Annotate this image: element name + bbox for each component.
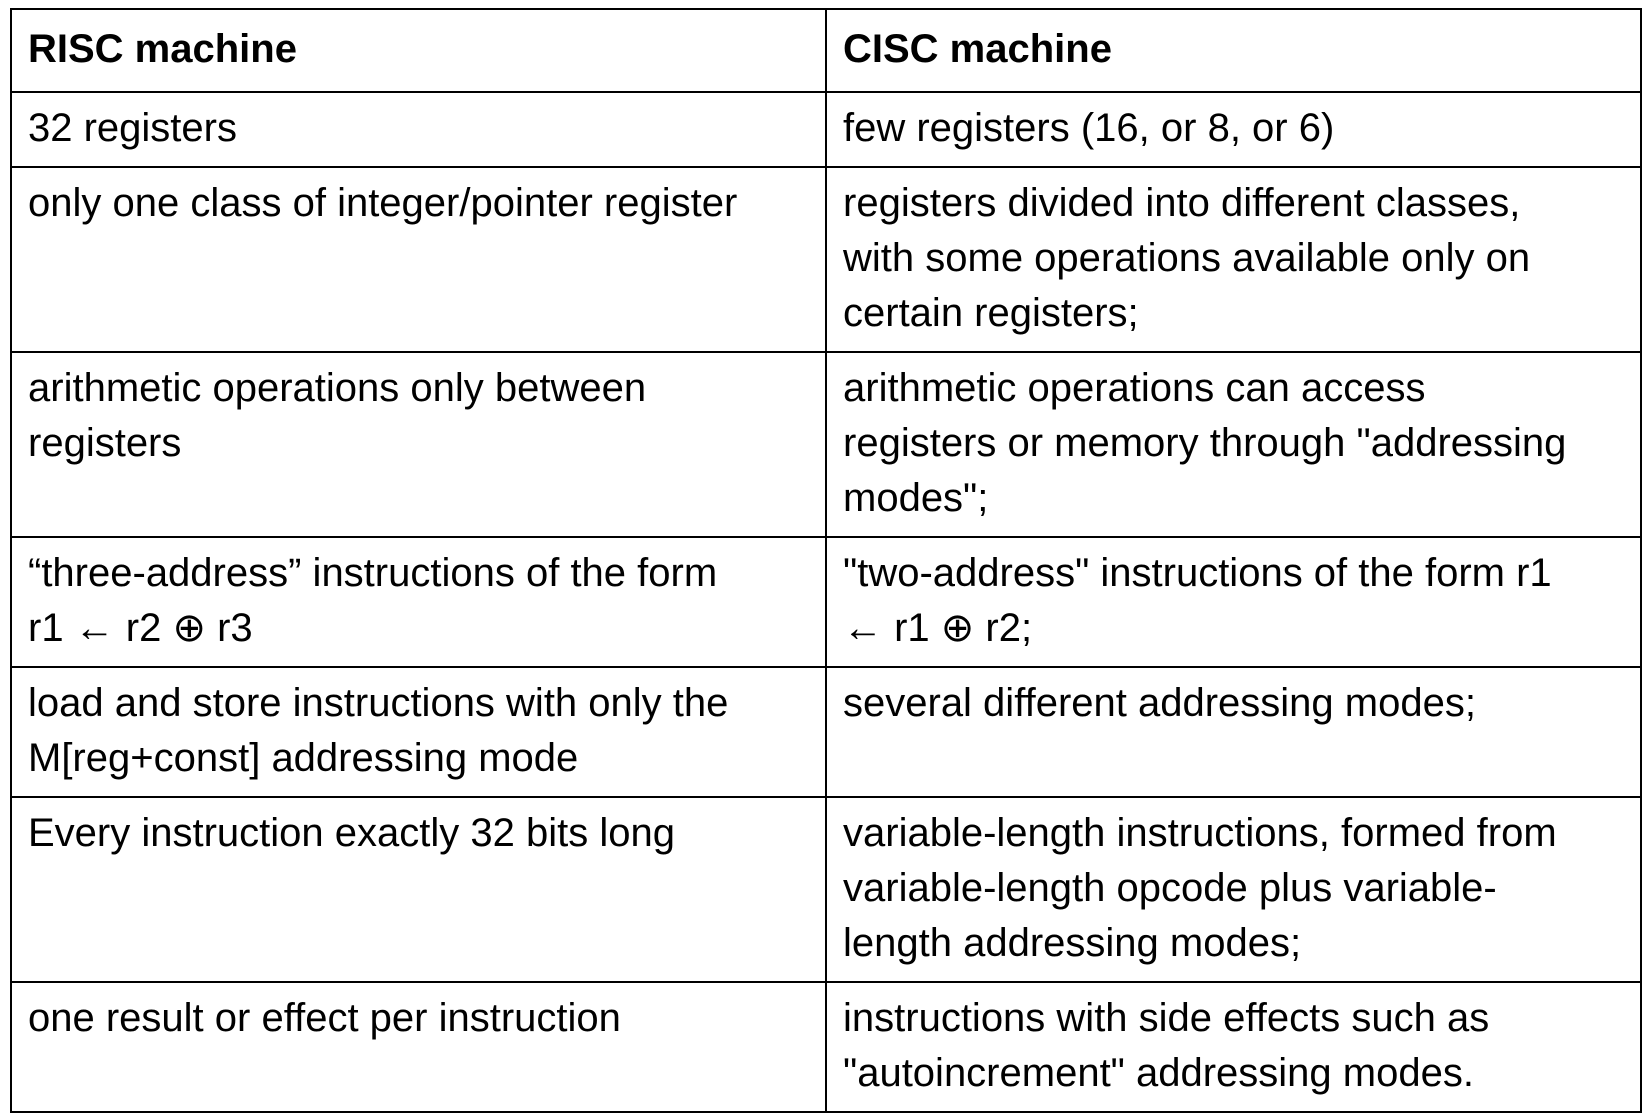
cell-line: load and store instructions with only the [28, 681, 729, 725]
cell-line: variable-length opcode plus variable- [843, 866, 1497, 910]
cisc-cell [826, 352, 1641, 537]
cisc-cell [826, 797, 1641, 982]
table-row [11, 667, 1641, 797]
cell-line: registers [28, 421, 182, 465]
cell-line: instructions with side effects such as [843, 996, 1490, 1040]
cell-line: certain registers; [843, 291, 1139, 335]
risc-cisc-comparison-table [10, 8, 1642, 1113]
cell-line: "two-address" instructions of the form r1 [843, 551, 1552, 595]
risc-cell [11, 537, 826, 667]
cell-line: “three-address” instructions of the form [28, 551, 718, 595]
cell-line: several different addressing modes; [843, 681, 1476, 725]
risc-cell [11, 667, 826, 797]
risc-cell [11, 982, 826, 1112]
cisc-cell [826, 167, 1641, 352]
risc-cell [11, 352, 826, 537]
cisc-cell [826, 92, 1641, 167]
table-row [11, 92, 1641, 167]
cell-line: only one class of integer/pointer register [28, 181, 738, 225]
cell-line: with some operations available only on [843, 236, 1531, 280]
cisc-cell [826, 982, 1641, 1112]
table-row [11, 797, 1641, 982]
cell-line: 32 registers [28, 106, 237, 150]
cisc-cell [826, 667, 1641, 797]
cell-line: M[reg+const] addressing mode [28, 736, 579, 780]
cell-line: few registers (16, or 8, or 6) [843, 106, 1335, 150]
cell-line: Every instruction exactly 32 bits long [28, 811, 675, 855]
cell-line: length addressing modes; [843, 921, 1302, 965]
risc-cell [11, 797, 826, 982]
table-row [11, 167, 1641, 352]
cell-line: "autoincrement" addressing modes. [843, 1051, 1474, 1095]
cell-line: registers divided into different classes, [843, 181, 1521, 225]
cell-line: ← r1 ⊕ r2; [843, 606, 1033, 650]
cisc-cell [826, 537, 1641, 667]
table-row [11, 982, 1641, 1112]
cell-line: arithmetic operations can access [843, 366, 1426, 410]
cell-line: r1 ← r2 ⊕ r3 [28, 606, 253, 650]
header-cisc: CISC machine [826, 9, 1641, 92]
cell-line: modes"; [843, 476, 989, 520]
risc-cell [11, 167, 826, 352]
cell-line: one result or effect per instruction [28, 996, 621, 1040]
table-row [11, 352, 1641, 537]
cell-line: arithmetic operations only between [28, 366, 647, 410]
table-row [11, 537, 1641, 667]
cell-line: variable-length instructions, formed from [843, 811, 1557, 855]
header-row [11, 9, 1641, 92]
risc-cell [11, 92, 826, 167]
cell-line: registers or memory through "addressing [843, 421, 1567, 465]
header-risc: RISC machine [11, 9, 826, 92]
